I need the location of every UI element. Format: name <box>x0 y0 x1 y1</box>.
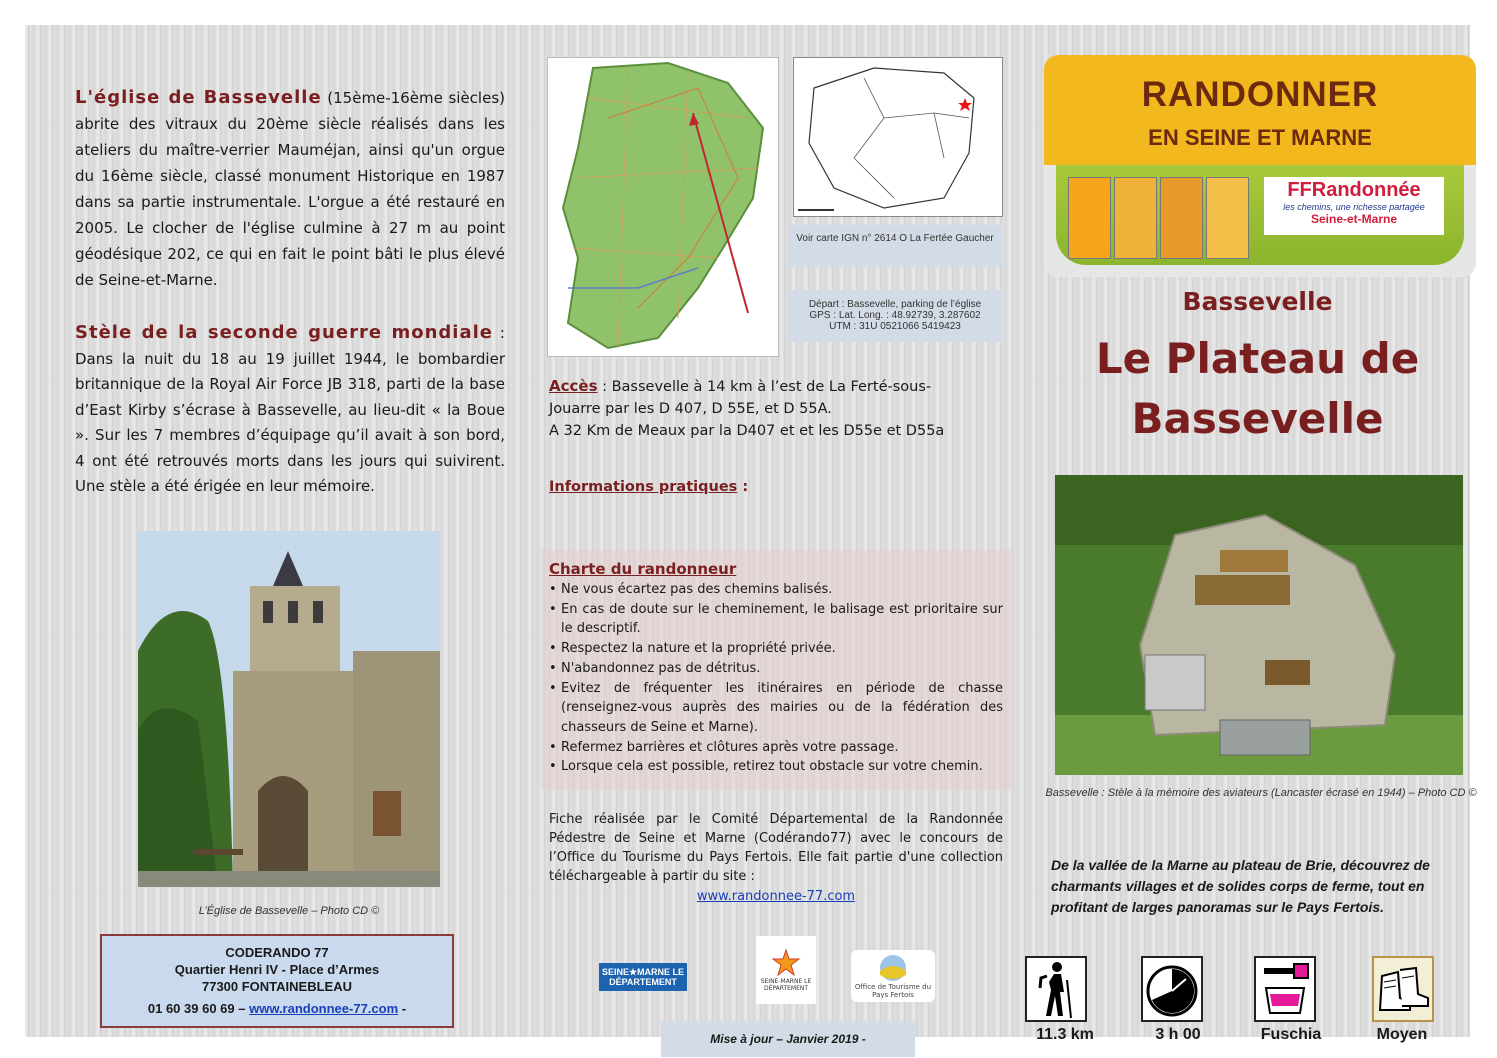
ffrandonnee-logo <box>1264 177 1444 235</box>
departement-logo <box>756 936 816 1004</box>
stele-section <box>75 320 505 500</box>
guide-cover <box>1068 177 1111 259</box>
eglise-dates: (15ème-16ème siècles) <box>327 89 505 107</box>
charte-item: • N'abandonnez pas de détritus. <box>549 659 1003 679</box>
acces-text1: : Bassevelle à 14 km à l’est de La Ferté-sous-Jouarre par les D 407, D 55E, et D 55A. <box>549 379 932 417</box>
charte-item: • Evitez de fréquenter les itinéraires en période de chasse (renseignez-vous auprès des mairies ou de la fédération des chasseurs de Seine et Marne). <box>549 679 1003 738</box>
france-region-map <box>793 57 1003 217</box>
ffr-region: Seine-et-Marne <box>1310 212 1398 226</box>
department-map <box>547 57 779 357</box>
contact-phone: 01 60 39 60 69 – <box>147 1001 246 1016</box>
depart-line1: Départ : Bassevelle, parking de l’église <box>808 299 982 310</box>
stele-caption: Bassevelle : Stèle à la mémoire des aviateurs (Lancaster écrasé en 1944) – Photo CD © <box>1045 787 1477 799</box>
fiche-credits: Fiche réalisée par le Comité Départemental de la Randonnée Pédestre de Seine et Marne (Codérando77) avec le concours de l’Office du Tourisme du Pays Fertois. Elle fait partie d'une collection téléchargeable à partir du site : <box>549 812 1003 884</box>
star-icon <box>771 948 801 978</box>
eglise-heading: L'église de Bassevelle <box>75 87 322 108</box>
acces-line1 <box>549 375 979 420</box>
contact-phone-row <box>102 1000 452 1017</box>
seine-et-marne-map <box>548 58 780 358</box>
charte-title: Charte du randonneur <box>549 560 737 578</box>
clock-icon <box>1141 956 1203 1022</box>
stele-photo <box>1055 475 1463 775</box>
depart-line2: GPS : Lat. Long. : 48.92739, 3.287602 <box>809 310 981 321</box>
ign-map-note: Voir carte IGN n° 2614 O La Fertée Gaucher <box>787 225 1003 267</box>
contact-website-link[interactable]: www.randonnee-77.com <box>249 1001 399 1016</box>
stopwatch-icon <box>1143 958 1201 1020</box>
title-line1: Le Plateau de <box>1095 334 1420 383</box>
boots-icon <box>1372 956 1434 1022</box>
duree-value: 3 h 00 <box>1155 1026 1201 1043</box>
depart-line3: UTM : 31U 0521066 5419423 <box>829 321 961 332</box>
acces-label: Accès <box>549 377 598 395</box>
office-tourisme-text: Office de Tourisme du Pays Fertois <box>854 983 932 999</box>
walking-hiker-icon <box>1027 958 1085 1020</box>
guide-cover <box>1114 177 1157 259</box>
mise-a-jour: Mise à jour – Janvier 2019 - <box>661 1021 915 1057</box>
ffr-name: FFRandonnée <box>1287 179 1421 201</box>
infos-pratiques-label: Informations pratiques <box>549 479 738 495</box>
place-name: Bassevelle <box>1182 287 1333 316</box>
stele-heading: Stèle de la seconde guerre mondiale <box>75 322 493 343</box>
hiking-boots-icon <box>1374 958 1432 1020</box>
acces-text2: A 32 Km de Meaux par la D407 et et les D55e et D55a <box>549 423 945 439</box>
fiche-website-link[interactable]: www.randonnee-77.com <box>696 889 856 904</box>
banner-subtitle: EN SEINE ET MARNE <box>1148 125 1372 150</box>
infos-pratiques-colon: : <box>737 479 749 495</box>
acces-section <box>549 375 979 442</box>
eglise-text: abrite des vitraux du 20ème siècle réalisés dans les ateliers du maître-verrier Mauméjan, ainsi qu'un orgue du 16ème siècle, classé monument Historique en 1987 dans sa partie instrumentale. L'orgue a été restauré en 2005. Le clocher de l'église culmine à 27 m au point géodésique 202, ce qui en fait le point bâti le plus élevé de Seine-et-Marne. <box>75 115 505 289</box>
banner-title: RANDONNER <box>1141 75 1379 114</box>
guide-cover <box>1206 177 1249 259</box>
depart-box <box>787 290 1003 342</box>
route-description: De la vallée de la Marne au plateau de Brie, découvrez de charmants villages et de solides corps de ferme, tout en profitant de larges panoramas sur le Pays Fertois. <box>1051 857 1430 915</box>
page-title <box>1055 329 1460 449</box>
niveau-value: Moyen <box>1376 1026 1428 1043</box>
charte-item: • Lorsque cela est possible, retirez tout obstacle sur votre chemin. <box>549 757 1003 777</box>
charte-list <box>549 580 1003 777</box>
stele-text: : Dans la nuit du 18 au 19 juillet 1944, le bombardier britannique de la Royal Air Force JB 318, parti de la base d’East Kirby s’écrase à Bassevelle, au lieu-dit « la Boue ». Sur les 7 membres d’équipage qu’il avait à son bord, 4 ont été retrouvés morts dans les jours qui suivirent. Une stèle a été érigée en leur mémoire. <box>75 324 505 495</box>
ffr-tagline: les chemins, une richesse partagée <box>1283 202 1425 212</box>
stele-illustration <box>1055 475 1463 775</box>
ile-de-france-outline <box>794 58 1004 218</box>
paint-bucket-icon <box>1256 958 1314 1020</box>
contact-suffix: - <box>401 1001 407 1016</box>
randonner-banner <box>1044 55 1476 277</box>
charte-item: • Ne vous écartez pas des chemins balisés. <box>549 580 1003 600</box>
eglise-section <box>75 85 505 293</box>
contact-address2: 77300 FONTAINEBLEAU <box>201 979 352 994</box>
charte-item: • En cas de doute sur le cheminement, le balisage est prioritaire sur le descriptif. <box>549 600 1003 639</box>
office-tourisme-icon <box>873 953 913 983</box>
contact-address1: Quartier Henri IV - Place d’Armes <box>174 962 380 977</box>
church-illustration <box>138 531 440 887</box>
guide-cover <box>1160 177 1203 259</box>
title-line2: Bassevelle <box>1131 394 1384 443</box>
charte-item: • Refermez barrières et clôtures après votre passage. <box>549 738 1003 758</box>
seine-et-marne-logo: SEINE★MARNE LE DÉPARTEMENT <box>599 963 687 991</box>
departement-logo-text: SEINE-MARNE LE DÉPARTEMENT <box>760 978 812 992</box>
paint-icon <box>1254 956 1316 1022</box>
contact-name: CODERANDO 77 <box>225 945 329 960</box>
church-photo <box>138 531 440 887</box>
infos-pratiques-heading <box>549 479 748 495</box>
brochure-page <box>25 25 1477 1046</box>
hiker-icon <box>1025 956 1087 1022</box>
balisage-value: Fuschia <box>1260 1026 1322 1043</box>
fiche-url-row <box>549 889 1003 904</box>
contact-box <box>100 934 454 1028</box>
distance-value: 11.3 km <box>1036 1026 1094 1043</box>
charte-box <box>541 550 1011 790</box>
charte-item: • Respectez la nature et la propriété privée. <box>549 639 1003 659</box>
church-caption: L’Église de Bassevelle – Photo CD © <box>198 905 380 917</box>
office-tourisme-logo <box>851 950 935 1002</box>
